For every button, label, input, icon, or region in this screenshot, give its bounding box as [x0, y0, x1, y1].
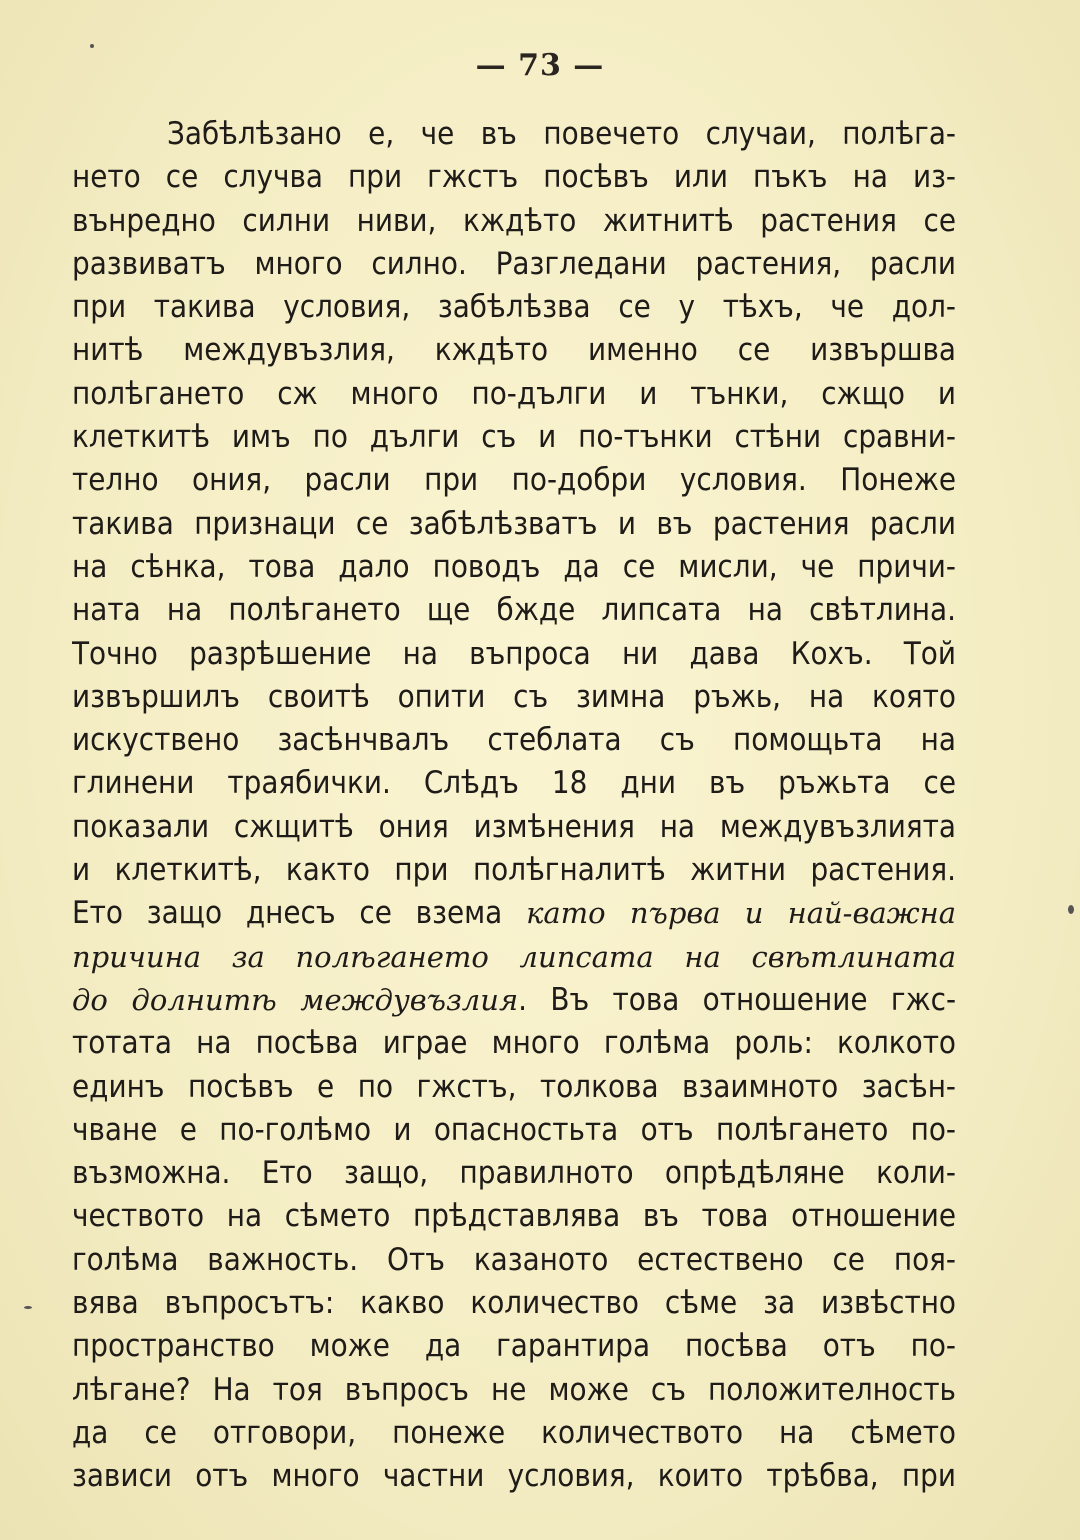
paper-speck	[1068, 905, 1074, 914]
body-text	[72, 113, 956, 1499]
text-line	[72, 546, 956, 589]
text-run: пространство може да гарантира посѣва отъ по-	[72, 1328, 956, 1365]
text-line	[72, 1195, 956, 1238]
text-run: Ето защо днесъ се взема	[72, 895, 527, 932]
text-line	[72, 633, 956, 676]
text-run: Точно разрѣшение на въпроса ни дава Кохъ. Той	[72, 635, 956, 672]
text-run: телно ония, расли при по-добри условия. Понеже	[72, 462, 956, 499]
text-line	[72, 1152, 956, 1195]
text-run: ната на полѣгането ще бжде липсата на свѣтлина.	[72, 592, 956, 629]
text-line	[72, 286, 956, 329]
text-run: . Въ това отношение гжс-	[518, 981, 956, 1018]
text-line	[72, 113, 956, 156]
text-line	[72, 1022, 956, 1065]
text-run: такива признаци се забѣлѣзватъ и въ растения расли	[72, 505, 956, 542]
text-run: голѣма важность. Отъ казаното естествено се поя-	[72, 1241, 956, 1278]
text-line	[72, 979, 956, 1022]
text-run: нитѣ междувъзлия, кждѣто именно се извършва	[72, 332, 956, 369]
text-line	[72, 936, 956, 979]
text-line	[72, 416, 956, 459]
text-run: единъ посѣвъ е по гжстъ, толкова взаимното засѣн-	[72, 1068, 956, 1105]
text-line	[72, 243, 956, 286]
text-run: на сѣнка, това дало поводъ да се мисли, че причи-	[72, 548, 956, 585]
text-run: чеството на сѣмето прѣдставлява въ това отношение	[72, 1198, 956, 1235]
text-line	[72, 329, 956, 372]
text-line	[72, 1325, 956, 1368]
text-run: лѣгане? На тоя въпросъ не може съ положителность	[72, 1371, 956, 1408]
text-line	[72, 503, 956, 546]
text-line	[72, 892, 956, 935]
paper-speck	[24, 1306, 32, 1309]
text-run: вява въпросътъ: какво количество сѣме за извѣстно	[72, 1285, 956, 1322]
text-line	[72, 373, 956, 416]
text-line	[72, 156, 956, 199]
text-line	[72, 849, 956, 892]
text-line	[72, 200, 956, 243]
text-line	[72, 806, 956, 849]
text-run: клеткитѣ имъ по дълги съ и по-тънки стѣни сравни-	[72, 419, 956, 456]
text-line	[72, 459, 956, 502]
text-run: искуствено засѣнчвалъ стеблата съ помощьта на	[72, 722, 956, 759]
text-run: зависи отъ много частни условия, които трѣбва, при	[72, 1458, 956, 1495]
text-line	[72, 1412, 956, 1455]
text-line	[72, 1455, 956, 1498]
text-line	[72, 676, 956, 719]
text-run: развиватъ много силно. Разгледани растения, расли	[72, 245, 956, 282]
text-run: нето се случва при гжстъ посѣвъ или пъкъ на из-	[72, 159, 956, 196]
text-line	[72, 1066, 956, 1109]
text-run: при такива условия, забѣлѣзва се у тѣхъ, че дол-	[72, 289, 956, 326]
italic-emphasis: до долнитѣ междувъзлия	[72, 982, 519, 1017]
text-run: възможна. Ето защо, правилното опрѣдѣляне коли-	[72, 1155, 956, 1192]
text-line	[72, 1109, 956, 1152]
paper-speck	[90, 44, 94, 48]
text-run: глинени траябички. Слѣдъ 18 дни въ ръжьта се	[72, 765, 956, 802]
text-run: Забѣлѣзано е, че въ повечето случаи, полѣга-	[167, 116, 956, 152]
text-run: показали сжщитѣ ония измѣнения на междувъзлията	[72, 808, 956, 845]
text-line	[72, 1282, 956, 1325]
text-run: да се отговори, понеже количеството на сѣмето	[72, 1414, 956, 1451]
text-run: полѣгането сж много по-дълги и тънки, сжщо и	[72, 375, 956, 412]
text-run: чване е по-голѣмо и опасностьта отъ полѣгането по-	[72, 1111, 956, 1148]
text-run: тотата на посѣва играе много голѣма роль: колкото	[72, 1025, 956, 1062]
text-line	[72, 1369, 956, 1412]
italic-emphasis: като първа и най-важна	[526, 896, 956, 931]
text-run: вънредно силни ниви, кждѣто житнитѣ растения се	[72, 202, 956, 239]
page-number: — 73 —	[475, 48, 605, 83]
text-line	[72, 762, 956, 805]
text-run: извършилъ своитѣ опити съ зимна ръжь, на която	[72, 678, 956, 715]
italic-emphasis: причина за полѣгането липсата на свѣтлината	[72, 939, 956, 974]
text-run: и клеткитѣ, както при полѣгналитѣ житни растения.	[72, 852, 956, 889]
text-line	[72, 589, 956, 632]
text-line	[72, 1239, 956, 1282]
text-line	[72, 719, 956, 762]
